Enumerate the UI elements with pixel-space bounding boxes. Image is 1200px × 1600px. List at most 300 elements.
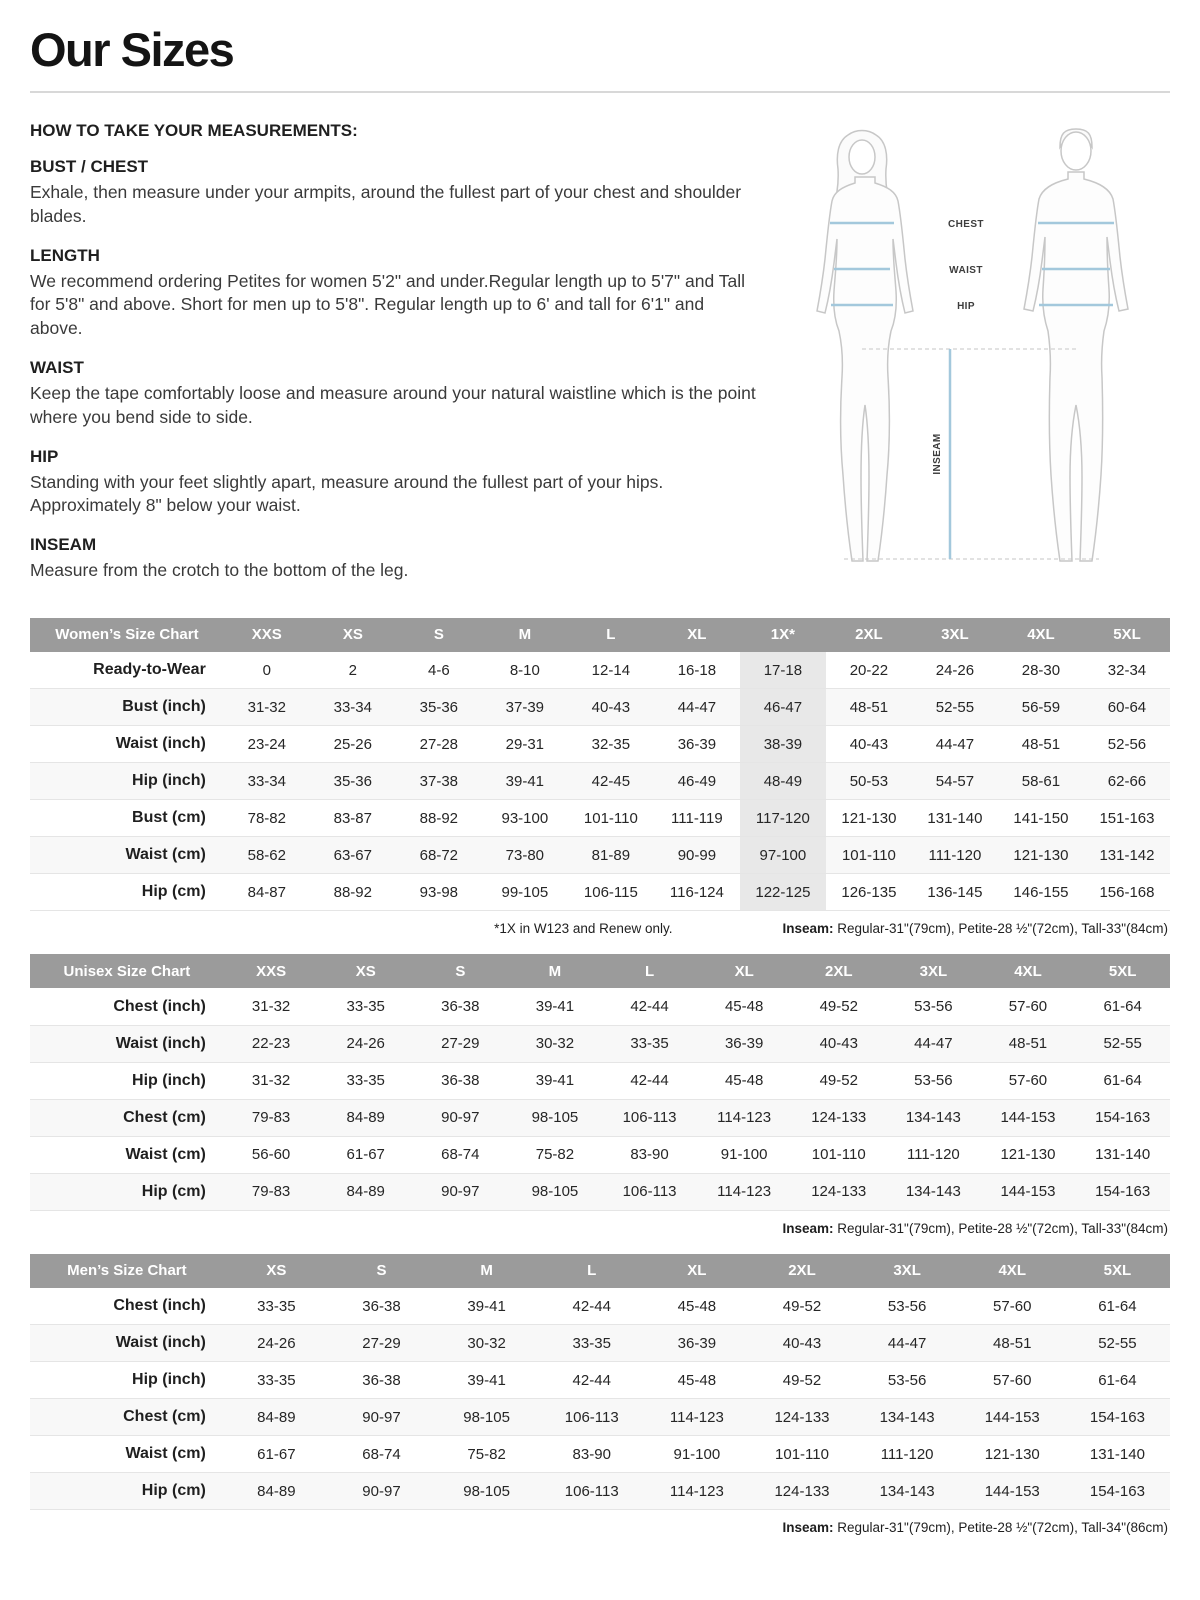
size-cell: 78-82 [247, 809, 286, 827]
measurement-diagram-area [778, 117, 1170, 600]
size-cell: 61-67 [257, 1445, 296, 1463]
size-cell: 49-52 [819, 998, 858, 1016]
size-cell: 12-14 [591, 661, 631, 679]
column-header: XS [310, 618, 396, 652]
size-cell: 57-60 [993, 1371, 1032, 1389]
size-cell: 52-55 [1075, 1025, 1170, 1062]
size-cell: 54-57 [912, 763, 998, 800]
size-cell: 33-35 [257, 1371, 296, 1389]
size-charts [30, 618, 1170, 1550]
section-title: INSEAM [30, 535, 97, 555]
female-figure [817, 131, 913, 562]
size-cell: 151-163 [1099, 809, 1155, 827]
size-cell: 154-163 [1065, 1399, 1170, 1436]
header-row [30, 954, 1170, 988]
size-cell: 83-90 [630, 1146, 669, 1164]
size-cell: 24-26 [935, 661, 975, 679]
inseam-note-text: Regular-31"(79cm), Petite-28 ½"(72cm), Tall-33"(84cm) [833, 921, 1168, 937]
table-row [30, 1173, 1170, 1210]
size-cell: 31-32 [251, 1072, 291, 1090]
male-body-outline [1024, 172, 1128, 561]
size-cell: 144-153 [981, 1173, 1076, 1210]
size-cell: 106-113 [539, 1473, 644, 1510]
measure-section-inseam [30, 535, 760, 583]
hip-label: HIP [957, 301, 975, 312]
size-cell: 84-89 [318, 1099, 413, 1136]
size-cell: 45-48 [677, 1297, 717, 1315]
size-cell: 84-89 [224, 1473, 329, 1510]
size-chart-unisex [30, 954, 1170, 1250]
table-head [30, 954, 1170, 988]
size-cell: 57-60 [1008, 998, 1048, 1016]
size-cell: 20-22 [849, 661, 889, 679]
size-cell: 79-83 [224, 1173, 319, 1210]
size-cell: 36-38 [362, 1371, 401, 1389]
inseam-note-label: Inseam: [782, 921, 834, 937]
column-header: M [434, 1254, 539, 1288]
size-cell: 61-64 [1098, 1297, 1137, 1315]
size-cell: 84-87 [247, 883, 286, 901]
size-cell: 52-55 [912, 689, 998, 726]
size-cell: 114-123 [644, 1473, 749, 1510]
size-cell: 33-35 [539, 1325, 644, 1362]
size-cell: 33-35 [257, 1297, 296, 1315]
size-cell: 24-26 [224, 1325, 329, 1362]
footnotes [30, 911, 1170, 950]
size-cell: 111-120 [906, 1146, 960, 1164]
size-cell: 27-28 [419, 735, 459, 753]
table-row [30, 763, 1170, 800]
size-cell: 49-52 [782, 1371, 822, 1389]
column-header: XXS [224, 954, 319, 988]
size-cell: 144-153 [960, 1399, 1065, 1436]
table-row [30, 652, 1170, 689]
size-cell: 98-105 [508, 1099, 603, 1136]
size-cell: 68-74 [362, 1445, 401, 1463]
howto-heading: HOW TO TAKE YOUR MEASUREMENTS: [30, 121, 358, 140]
row-label: Hip (inch) [30, 763, 224, 800]
row-label: Hip (cm) [30, 1473, 224, 1510]
size-cell: 81-89 [568, 837, 654, 874]
size-cell: 98-105 [434, 1473, 539, 1510]
size-cell: 83-87 [333, 809, 372, 827]
table-row [30, 689, 1170, 726]
size-cell: 131-140 [927, 809, 983, 827]
size-cell: 57-60 [993, 1297, 1032, 1315]
column-header: 2XL [791, 954, 886, 988]
size-cell: 88-92 [333, 883, 372, 901]
size-cell: 62-66 [1084, 763, 1170, 800]
size-cell: 154-163 [1075, 1099, 1170, 1136]
size-cell: 131-140 [1095, 1146, 1151, 1164]
size-cell: 36-38 [362, 1297, 401, 1315]
size-cell: 48-51 [1021, 735, 1061, 753]
row-label: Chest (inch) [30, 1288, 224, 1325]
size-cell: 24-26 [318, 1025, 413, 1062]
size-cell: 93-100 [501, 809, 549, 827]
table-row [30, 1136, 1170, 1173]
size-cell: 44-47 [935, 735, 975, 753]
size-cell: 4-6 [427, 661, 450, 679]
column-header: S [329, 1254, 434, 1288]
body-measurement-diagram [784, 117, 1164, 579]
section-title: HIP [30, 446, 59, 466]
size-cell: 23-24 [247, 735, 286, 753]
size-cell: 134-143 [886, 1173, 981, 1210]
table-body [30, 1288, 1170, 1510]
table-row [30, 1288, 1170, 1325]
column-header: 4XL [960, 1254, 1065, 1288]
size-cell: 42-44 [572, 1371, 611, 1389]
size-cell: 75-82 [535, 1146, 575, 1164]
size-cell: 45-48 [724, 998, 764, 1016]
size-cell: 36-39 [677, 735, 717, 753]
title-divider [30, 91, 1170, 93]
row-label: Chest (cm) [30, 1099, 224, 1136]
column-header: XL [654, 618, 740, 652]
column-header: XXS [224, 618, 310, 652]
row-label: Waist (cm) [30, 1436, 224, 1473]
size-cell: 134-143 [855, 1473, 960, 1510]
measure-section-hip [30, 447, 760, 519]
size-cell: 39-41 [467, 1297, 506, 1315]
size-cell: 48-51 [826, 689, 912, 726]
size-cell: 131-140 [1089, 1445, 1145, 1463]
measurements-section [30, 117, 1170, 600]
column-header: 3XL [855, 1254, 960, 1288]
size-cell: 33-34 [224, 763, 310, 800]
table-row [30, 988, 1170, 1025]
size-cell: 63-67 [310, 837, 396, 874]
size-cell: 98-105 [434, 1399, 539, 1436]
chart-note: *1X in W123 and Renew only. [494, 921, 673, 937]
table-row [30, 874, 1170, 911]
size-cell: 32-35 [591, 735, 631, 753]
row-label: Hip (inch) [30, 1062, 224, 1099]
size-cell: 124-133 [791, 1099, 886, 1136]
section-title: BUST / CHEST [30, 157, 149, 176]
size-cell: 126-135 [841, 883, 897, 901]
size-cell: 16-18 [677, 661, 717, 679]
table-body [30, 988, 1170, 1210]
size-cell: 46-47 [740, 689, 826, 726]
how-to-measure [30, 117, 760, 600]
column-header: 2XL [826, 618, 912, 652]
size-cell: 44-47 [855, 1325, 960, 1362]
size-cell: 154-163 [1065, 1473, 1170, 1510]
size-cell: 90-99 [654, 837, 740, 874]
size-cell: 40-43 [791, 1025, 886, 1062]
size-cell: 36-38 [441, 998, 480, 1016]
inseam-note [782, 921, 1168, 936]
size-cell: 114-123 [644, 1399, 749, 1436]
section-body: Standing with your feet slightly apart, measure around the fullest part of your hips. Approximately 8" below your waist. [30, 471, 664, 516]
size-cell: 121-130 [841, 809, 897, 827]
section-title: WAIST [30, 357, 84, 377]
size-cell: 57-60 [1008, 1072, 1048, 1090]
size-cell: 106-113 [602, 1099, 697, 1136]
size-cell: 42-45 [568, 763, 654, 800]
size-cell: 53-56 [914, 998, 953, 1016]
row-label: Ready-to-Wear [30, 652, 224, 689]
table-row [30, 1473, 1170, 1510]
size-cell: 53-56 [887, 1297, 927, 1315]
size-cell: 90-97 [413, 1173, 508, 1210]
size-cell: 53-56 [887, 1371, 927, 1389]
size-cell: 56-60 [251, 1146, 291, 1164]
size-chart-mens [30, 1254, 1170, 1550]
size-cell: 116-124 [669, 883, 724, 901]
size-cell: 31-32 [251, 998, 291, 1016]
size-cell: 61-67 [346, 1146, 385, 1164]
chart-title: Unisex Size Chart [30, 954, 224, 988]
size-cell: 61-64 [1103, 1072, 1142, 1090]
table-row [30, 1362, 1170, 1399]
size-cell: 121-130 [998, 837, 1084, 874]
size-cell: 40-43 [749, 1325, 854, 1362]
size-cell: 122-125 [740, 874, 826, 911]
size-cell: 61-64 [1098, 1371, 1137, 1389]
waist-label: WAIST [949, 265, 983, 276]
size-cell: 97-100 [740, 837, 826, 874]
inseam-note [782, 1221, 1168, 1236]
footnotes [30, 1211, 1170, 1250]
column-header: L [602, 954, 697, 988]
row-label: Chest (cm) [30, 1399, 224, 1436]
size-cell: 8-10 [509, 661, 540, 679]
size-cell: 48-51 [981, 1025, 1076, 1062]
inseam-note-label: Inseam: [782, 1220, 834, 1236]
size-cell: 68-72 [396, 837, 482, 874]
size-cell: 98-105 [508, 1173, 603, 1210]
size-cell: 33-35 [346, 1072, 385, 1090]
male-face [1061, 132, 1091, 170]
size-cell: 88-92 [419, 809, 459, 827]
size-cell: 35-36 [396, 689, 482, 726]
size-cell: 0 [262, 661, 271, 679]
size-cell: 111-120 [912, 837, 998, 874]
chart-title: Men’s Size Chart [30, 1254, 224, 1288]
column-header: 5XL [1065, 1254, 1170, 1288]
size-cell: 38-39 [740, 726, 826, 763]
row-label: Waist (inch) [30, 726, 224, 763]
column-header: 3XL [912, 618, 998, 652]
inseam-note-text: Regular-31"(79cm), Petite-28 ½"(72cm), Tall-34"(86cm) [833, 1520, 1168, 1536]
table-row [30, 800, 1170, 837]
size-cell: 40-43 [568, 689, 654, 726]
header-row [30, 618, 1170, 652]
female-face [849, 140, 875, 174]
size-cell: 93-98 [419, 883, 459, 901]
section-body: We recommend ordering Petites for women 5'2" and under.Regular length up to 5'7" and Tall for 5'8" and above. Short for men up to 5'8". Regular length up to 6' and tall for 6'1" and above. [30, 270, 745, 339]
table-row [30, 726, 1170, 763]
size-cell: 111-119 [671, 809, 723, 827]
table-row [30, 1325, 1170, 1362]
inseam-label: INSEAM [932, 433, 943, 475]
row-label: Bust (inch) [30, 689, 224, 726]
size-cell: 84-89 [224, 1399, 329, 1436]
size-cell: 68-74 [441, 1146, 480, 1164]
column-header: XL [644, 1254, 749, 1288]
size-cell: 39-41 [482, 763, 568, 800]
column-header: 5XL [1084, 618, 1170, 652]
size-cell: 53-56 [914, 1072, 953, 1090]
column-header: XL [697, 954, 792, 988]
size-cell: 36-39 [644, 1325, 749, 1362]
column-header: 4XL [998, 618, 1084, 652]
column-header: M [508, 954, 603, 988]
size-cell: 45-48 [724, 1072, 764, 1090]
size-cell: 36-39 [697, 1025, 792, 1062]
size-cell: 46-49 [654, 763, 740, 800]
size-cell: 60-64 [1084, 689, 1170, 726]
size-cell: 79-83 [224, 1099, 319, 1136]
size-cell: 36-38 [441, 1072, 480, 1090]
size-chart-womens [30, 618, 1170, 951]
size-cell: 56-59 [998, 689, 1084, 726]
measure-section-waist [30, 358, 760, 430]
size-cell: 61-64 [1103, 998, 1142, 1016]
size-cell: 90-97 [413, 1099, 508, 1136]
column-header: XS [318, 954, 413, 988]
size-cell: 121-130 [1000, 1146, 1056, 1164]
column-header: 2XL [749, 1254, 854, 1288]
size-cell: 49-52 [819, 1072, 858, 1090]
column-header: L [539, 1254, 644, 1288]
header-row [30, 1254, 1170, 1288]
table-body [30, 652, 1170, 911]
size-cell: 114-123 [697, 1173, 792, 1210]
size-cell: 32-34 [1107, 661, 1147, 679]
column-header: L [568, 618, 654, 652]
row-label: Chest (inch) [30, 988, 224, 1025]
chart-title: Women’s Size Chart [30, 618, 224, 652]
table-head [30, 618, 1170, 652]
size-cell: 25-26 [333, 735, 372, 753]
size-cell: 114-123 [697, 1099, 792, 1136]
size-cell: 45-48 [677, 1371, 717, 1389]
size-cell: 37-38 [396, 763, 482, 800]
size-cell: 27-29 [413, 1025, 508, 1062]
size-cell: 134-143 [886, 1099, 981, 1136]
size-cell: 58-61 [998, 763, 1084, 800]
column-header: 5XL [1075, 954, 1170, 988]
section-body: Measure from the crotch to the bottom of the leg. [30, 560, 409, 581]
size-cell: 124-133 [749, 1473, 854, 1510]
size-cell: 111-120 [880, 1445, 934, 1463]
size-cell: 144-153 [981, 1099, 1076, 1136]
size-cell: 146-155 [1013, 883, 1069, 901]
column-header: S [413, 954, 508, 988]
size-cell: 106-115 [583, 883, 638, 901]
size-cell: 39-41 [535, 998, 575, 1016]
size-cell: 99-105 [501, 883, 549, 901]
size-cell: 48-49 [740, 763, 826, 800]
size-table-womens [30, 618, 1170, 912]
row-label: Bust (cm) [30, 800, 224, 837]
size-cell: 44-47 [886, 1025, 981, 1062]
size-cell: 131-142 [1084, 837, 1170, 874]
size-cell: 91-100 [673, 1445, 721, 1463]
female-body-outline [817, 177, 913, 561]
size-cell: 52-56 [1107, 735, 1147, 753]
size-cell: 136-145 [927, 883, 983, 901]
column-header: 3XL [886, 954, 981, 988]
row-label: Waist (inch) [30, 1025, 224, 1062]
size-cell: 17-18 [740, 652, 826, 689]
size-cell: 91-100 [720, 1146, 768, 1164]
size-cell: 124-133 [749, 1399, 854, 1436]
size-cell: 39-41 [535, 1072, 575, 1090]
size-cell: 42-44 [572, 1297, 611, 1315]
measure-section-bust-chest [30, 157, 760, 229]
size-cell: 2 [348, 661, 357, 679]
size-cell: 106-113 [539, 1399, 644, 1436]
table-row [30, 1436, 1170, 1473]
size-cell: 52-55 [1065, 1325, 1170, 1362]
size-cell: 40-43 [849, 735, 889, 753]
size-cell: 101-110 [775, 1445, 829, 1463]
table-row [30, 1399, 1170, 1436]
size-cell: 156-168 [1099, 883, 1155, 901]
size-cell: 42-44 [630, 1072, 669, 1090]
size-cell: 28-30 [1021, 661, 1061, 679]
size-cell: 101-110 [583, 809, 638, 827]
size-cell: 90-97 [329, 1473, 434, 1510]
column-header: S [396, 618, 482, 652]
size-cell: 117-120 [740, 800, 826, 837]
footnotes [30, 1510, 1170, 1549]
size-cell: 35-36 [310, 763, 396, 800]
size-cell: 37-39 [482, 689, 568, 726]
table-row [30, 1025, 1170, 1062]
row-label: Waist (inch) [30, 1325, 224, 1362]
size-cell: 101-110 [826, 837, 912, 874]
size-table-unisex [30, 954, 1170, 1211]
size-cell: 101-110 [811, 1146, 866, 1164]
size-cell: 42-44 [630, 998, 669, 1016]
size-cell: 22-23 [224, 1025, 319, 1062]
section-title: LENGTH [30, 245, 100, 265]
size-cell: 29-31 [505, 735, 545, 753]
table-row [30, 1062, 1170, 1099]
row-label: Hip (cm) [30, 874, 224, 911]
inseam-note [782, 1520, 1168, 1535]
size-cell: 30-32 [508, 1025, 603, 1062]
page-title: Our Sizes [30, 23, 234, 76]
size-cell: 44-47 [654, 689, 740, 726]
size-cell: 31-32 [224, 689, 310, 726]
size-cell: 144-153 [960, 1473, 1065, 1510]
size-cell: 124-133 [791, 1173, 886, 1210]
section-body: Exhale, then measure under your armpits, around the fullest part of your chest and shoulder blades. [30, 182, 742, 226]
size-cell: 33-35 [346, 998, 385, 1016]
column-header: 1X* [740, 618, 826, 652]
size-cell: 75-82 [467, 1445, 506, 1463]
measure-section-length [30, 246, 760, 341]
size-cell: 50-53 [826, 763, 912, 800]
chest-label: CHEST [948, 219, 984, 230]
size-cell: 58-62 [224, 837, 310, 874]
row-label: Hip (inch) [30, 1362, 224, 1399]
column-header: M [482, 618, 568, 652]
size-cell: 141-150 [1013, 809, 1069, 827]
section-body: Keep the tape comfortably loose and measure around your natural waistline which is the point where you bend side to side. [30, 382, 756, 427]
size-cell: 39-41 [467, 1371, 506, 1389]
size-cell: 84-89 [318, 1173, 413, 1210]
inseam-note-label: Inseam: [782, 1520, 834, 1536]
size-cell: 48-51 [960, 1325, 1065, 1362]
